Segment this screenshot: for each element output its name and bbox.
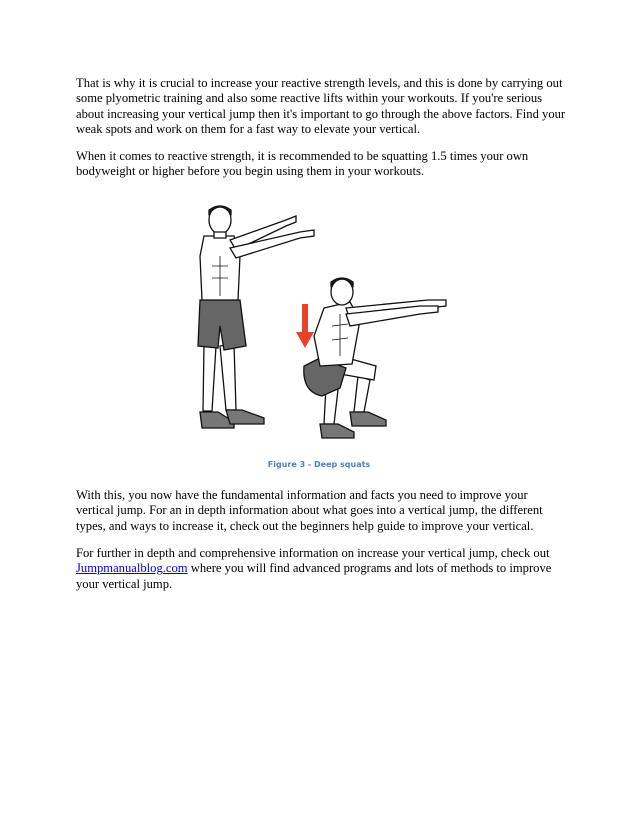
figure-caption: Figure 3 - Deep squats	[267, 460, 371, 469]
down-arrow-icon	[296, 304, 314, 348]
standing-man-figure	[198, 206, 314, 428]
squatting-man-figure	[304, 278, 446, 438]
deep-squat-illustration	[190, 196, 460, 441]
paragraph-further-information	[76, 546, 566, 592]
paragraph-text-before-link: For further in depth and comprehensive information on increase your vertical jump, check out	[76, 546, 550, 560]
jumpmanualblog-link[interactable]: Jumpmanualblog.com	[76, 561, 188, 576]
paragraph-fundamental-information: With this, you now have the fundamental information and facts you need to improve your vertical jump. For an in depth information about what goes into a vertical jump, the different types, and ways to increase it, check out the beginners help guide to improve your vertical.	[76, 488, 543, 533]
paragraph-squatting-recommendation: When it comes to reactive strength, it is recommended to be squatting 1.5 times your own bodyweight or higher before you begin using them in your workouts.	[76, 149, 529, 179]
paragraph-text-after-link: where you will find advanced programs and lots of methods to improve your vertical jump.	[76, 561, 552, 591]
paragraph-reactive-strength: That is why it is crucial to increase your reactive strength levels, and this is done by carrying out some plyometric training and also some reactive lifts within your workouts. If you're serious about increasing your vertical jump then it's important to go through the above factors. Find your weak spots and work on them for a fast way to elevate your vertical.	[76, 76, 566, 137]
